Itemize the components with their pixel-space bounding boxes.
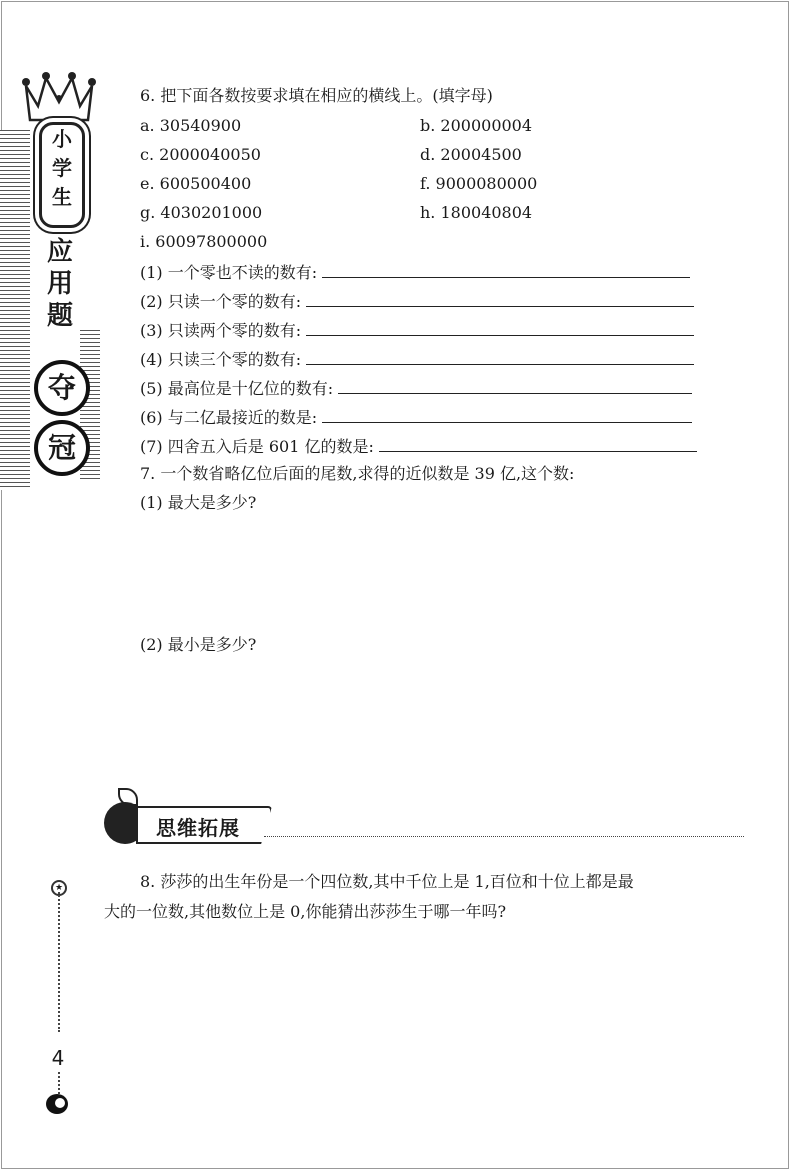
subquestion-label: (7) 四舍五入后是 601 亿的数是: — [140, 437, 374, 456]
page-number: 4 — [51, 1046, 65, 1070]
subquestion-row — [140, 290, 694, 312]
option-c: c. 2000040050 — [140, 145, 261, 164]
series-title-box — [39, 122, 85, 228]
moon-icon — [46, 1094, 68, 1114]
section-title: 思维拓展 — [156, 816, 240, 840]
question-7-sub1: (1) 最大是多少? — [140, 493, 257, 512]
section-rule — [264, 836, 744, 837]
subquestion-row — [140, 348, 694, 370]
subquestion-row — [140, 377, 692, 399]
answer-blank[interactable] — [306, 348, 694, 365]
option-f: f. 9000080000 — [420, 174, 538, 193]
option-d: d. 20004500 — [420, 145, 522, 164]
question-8-line2: 大的一位数,其他数位上是 0,你能猜出莎莎生于哪一年吗? — [104, 902, 507, 921]
subquestion-label: (1) 一个零也不读的数有: — [140, 263, 318, 282]
section-header — [104, 788, 744, 844]
option-b: b. 200000004 — [420, 116, 533, 135]
subquestion-row — [140, 406, 692, 428]
dotted-divider — [58, 892, 60, 1032]
subquestion-row — [140, 319, 694, 341]
subquestion-row — [140, 261, 690, 283]
question-7-sub2: (2) 最小是多少? — [140, 635, 257, 654]
page-border — [1, 1, 789, 1169]
question-8-line1: 8. 莎莎的出生年份是一个四位数,其中千位上是 1,百位和十位上都是最 — [140, 872, 634, 891]
subquestion-label: (5) 最高位是十亿位的数有: — [140, 379, 334, 398]
question-6-title: 6. 把下面各数按要求填在相应的横线上。(填字母) — [140, 86, 493, 105]
subquestion-label: (2) 只读一个零的数有: — [140, 292, 302, 311]
subquestion-label: (6) 与二亿最接近的数是: — [140, 408, 318, 427]
star-icon: ★ — [51, 880, 67, 896]
crown-icon — [22, 72, 96, 122]
answer-blank[interactable] — [306, 319, 694, 336]
answer-blank[interactable] — [306, 290, 694, 307]
book-title-char: 用 — [46, 269, 73, 299]
option-h: h. 180040804 — [420, 203, 533, 222]
option-e: e. 600500400 — [140, 174, 252, 193]
option-a: a. 30540900 — [140, 116, 242, 135]
answer-blank[interactable] — [338, 377, 692, 394]
badge-duo: 夺 — [34, 360, 90, 416]
question-7-title: 7. 一个数省略亿位后面的尾数,求得的近似数是 39 亿,这个数: — [140, 464, 575, 483]
series-title-char: 学 — [52, 156, 72, 180]
book-title-char: 题 — [46, 301, 73, 331]
series-title-char: 小 — [52, 127, 72, 151]
subquestion-row — [140, 435, 697, 457]
book-title-char: 应 — [46, 237, 73, 267]
badge-guan: 冠 — [34, 420, 90, 476]
answer-blank[interactable] — [379, 435, 697, 452]
option-i: i. 60097800000 — [140, 232, 268, 251]
sidebar — [0, 0, 100, 1170]
answer-blank[interactable] — [322, 261, 690, 278]
answer-blank[interactable] — [322, 406, 692, 423]
dotted-divider — [58, 1072, 60, 1094]
subquestion-label: (3) 只读两个零的数有: — [140, 321, 302, 340]
series-title-char: 生 — [52, 185, 72, 209]
book-title — [40, 236, 80, 332]
option-g: g. 4030201000 — [140, 203, 263, 222]
subquestion-label: (4) 只读三个零的数有: — [140, 350, 302, 369]
sidebar-stripes — [0, 130, 30, 490]
